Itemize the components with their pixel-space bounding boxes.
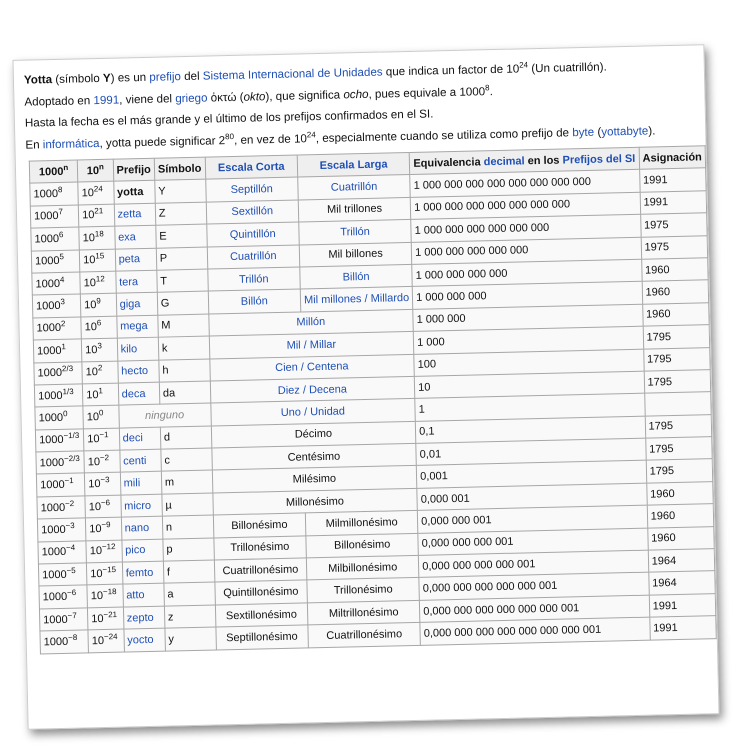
cell-ninguno: ninguno	[118, 403, 210, 427]
power-exponent: 1/3	[62, 386, 74, 396]
power-exponent: −18	[102, 587, 117, 597]
cell-symbol: µ	[162, 493, 213, 517]
cell-escala-merged: Milésimo	[212, 466, 417, 493]
cell-power-10	[86, 540, 122, 563]
cell-escala-merged: Millonésimo	[212, 488, 417, 515]
power-base: 1000	[33, 210, 59, 223]
cell-power-10	[84, 450, 120, 473]
cell-asignacion: 1795	[645, 414, 712, 438]
cell-power-1000	[37, 496, 86, 519]
power-exponent: 18	[94, 229, 104, 239]
cell-symbol: p	[163, 538, 214, 562]
cell-power-1000	[39, 608, 88, 631]
cell-power-10	[79, 249, 115, 272]
link-1991[interactable]: 1991	[93, 93, 120, 107]
cell-equivalencia: 1 000	[413, 326, 643, 354]
cell-equivalencia: 1 000 000 000 000 000 000 000	[410, 192, 640, 220]
link-prefijo[interactable]: prefijo	[149, 70, 182, 84]
power-base: 10	[85, 366, 99, 379]
text: 1000	[38, 165, 64, 179]
text: (Un cuatrillón).	[527, 60, 607, 76]
power-exponent: 2/3	[61, 364, 74, 374]
power-base: 10	[89, 545, 103, 558]
cell-symbol: M	[158, 314, 209, 338]
cell-asignacion: 1795	[643, 347, 710, 371]
cell-escala-merged[interactable]: Diez / Decena	[210, 376, 415, 403]
cell-escala-merged[interactable]: Cien / Centena	[209, 354, 414, 381]
term-yotta: Yotta	[23, 73, 53, 87]
power-base: 10	[90, 567, 103, 581]
cell-escala-larga[interactable]: Mil millones / Millardo	[300, 287, 413, 312]
cell-asignacion: 1795	[644, 370, 711, 394]
text: en los	[524, 154, 563, 168]
exponent: 24	[519, 60, 529, 70]
cell-escala-corta[interactable]: Quintillón	[206, 222, 299, 246]
link-yottabyte[interactable]: yottabyte	[601, 124, 649, 139]
cell-escala-corta[interactable]: Sextillón	[206, 200, 299, 224]
cell-power-10	[81, 316, 117, 339]
power-exponent: 1	[61, 341, 67, 352]
power-base: 1000	[36, 344, 62, 358]
prefix-table	[29, 145, 717, 654]
cell-prefix-link[interactable]: peta	[115, 248, 157, 271]
cell-power-1000	[38, 563, 87, 586]
cell-escala-merged[interactable]: Millón	[208, 309, 413, 336]
cell-escala-corta[interactable]: Billón	[208, 289, 301, 313]
text: Adoptado en	[24, 93, 94, 109]
power-exponent: 6	[58, 230, 64, 240]
cell-prefix-link[interactable]: pico	[121, 539, 163, 562]
cell-asignacion: 1991	[639, 168, 706, 192]
cell-prefix-link[interactable]: hecto	[117, 360, 159, 383]
power-base: 1000	[35, 277, 61, 291]
cell-prefix-link[interactable]: exa	[114, 225, 156, 248]
power-base: 1000	[39, 456, 65, 470]
cell-escala-merged[interactable]: Mil / Millar	[209, 332, 414, 359]
cell-prefix-link[interactable]: giga	[116, 293, 158, 316]
power-exponent: 2	[97, 363, 103, 373]
power-base: 10	[82, 209, 95, 222]
power-base: 10	[91, 612, 104, 625]
cell-prefix-link[interactable]: atto	[122, 584, 164, 607]
power-base: 1000	[41, 546, 67, 559]
cell-escala-merged: Centésimo	[211, 443, 416, 470]
link-informatica[interactable]: informática	[42, 136, 100, 151]
cell-symbol: f	[163, 560, 214, 584]
cell-asignacion: 1960	[642, 280, 709, 304]
text: del	[180, 69, 203, 84]
cell-prefix-link[interactable]: micro	[120, 494, 162, 517]
cell-asignacion: 1964	[648, 549, 715, 573]
cell-symbol: P	[156, 247, 207, 271]
power-base: 10	[83, 276, 97, 290]
power-exponent: −2/3	[63, 453, 80, 463]
power-exponent: −1	[99, 430, 109, 440]
power-exponent: 3	[97, 341, 102, 351]
cell-escala-corta: Sextillonésimo	[215, 603, 308, 627]
text: , yotta puede significar 2	[99, 133, 226, 150]
power-base: 1000	[40, 501, 66, 514]
link-byte[interactable]: byte	[572, 125, 595, 139]
power-exponent: 0	[62, 409, 68, 419]
cell-escala-corta[interactable]: Septillón	[205, 177, 298, 201]
link-griego[interactable]: griego	[175, 91, 208, 105]
power-base: 1000	[37, 367, 63, 380]
cell-equivalencia: 0,000 000 000 000 000 000 000 001	[420, 617, 650, 645]
cell-prefix-link[interactable]: femto	[122, 561, 164, 584]
cell-escala-larga[interactable]: Billón	[300, 264, 413, 289]
header-1000n	[29, 160, 78, 183]
cell-escala-larga: Cuatrillonésimo	[308, 623, 421, 648]
cell-symbol: Z	[155, 202, 206, 226]
cell-escala-merged[interactable]: Uno / Unidad	[210, 399, 415, 426]
cell-power-10	[80, 293, 116, 316]
cell-power-1000	[37, 518, 86, 541]
cell-equivalencia: 0,01	[416, 438, 646, 466]
cell-power-10	[84, 428, 120, 451]
exponent: 8	[484, 82, 490, 92]
exponent: 80	[224, 131, 235, 141]
power-base: 1000	[38, 411, 64, 425]
cell-asignacion: 1960	[647, 504, 714, 528]
power-base: 10	[91, 634, 105, 648]
power-exponent: 1	[98, 385, 103, 396]
cell-escala-larga: Milbillonésimo	[306, 555, 419, 580]
cell-equivalencia: 1 000 000 000 000 000	[411, 237, 641, 265]
exponent: n	[98, 161, 104, 172]
text: ).	[648, 123, 656, 138]
cell-asignacion: 1975	[640, 213, 707, 237]
cell-escala-larga: Mil billones	[299, 242, 412, 267]
cell-asignacion: 1991	[649, 593, 716, 617]
power-base: 10	[81, 187, 95, 200]
cell-symbol: z	[164, 605, 215, 629]
cell-prefix-link[interactable]: nano	[121, 516, 163, 539]
term-okto: okto	[243, 89, 266, 104]
cell-escala-larga: Trillonésimo	[307, 578, 420, 603]
cell-equivalencia: 1 000 000 000 000	[412, 259, 642, 287]
cell-power-1000	[31, 250, 80, 273]
text: que indica un factor de 10	[382, 62, 520, 79]
power-exponent: −1	[64, 476, 74, 486]
power-exponent: −2	[99, 452, 110, 463]
cell-power-10	[85, 495, 121, 518]
power-exponent: 4	[59, 274, 65, 284]
table-body	[30, 168, 716, 653]
cell-equivalencia: 0,000 000 000 000 000 001	[419, 573, 649, 601]
cell-escala-corta: Quintillonésimo	[214, 580, 307, 604]
text: En	[25, 137, 43, 152]
cell-power-1000	[32, 272, 81, 295]
power-base: 10	[88, 500, 102, 513]
cell-power-10	[81, 338, 117, 361]
cell-power-10	[85, 473, 121, 496]
link-decimal[interactable]: decimal	[483, 155, 525, 168]
power-base: 10	[86, 411, 100, 424]
cell-equivalencia: 1 000 000 000 000 000 000 000 000	[410, 170, 640, 198]
cell-power-1000	[38, 541, 87, 564]
power-exponent: −6	[100, 497, 111, 507]
cell-asignacion: 1960	[642, 302, 709, 326]
cell-power-1000	[36, 473, 85, 496]
power-exponent: 9	[96, 296, 101, 306]
text: , especialmente cuando se utiliza como prefijo de	[315, 125, 573, 145]
cell-power-1000	[35, 429, 84, 452]
cell-escala-larga: Miltrillonésimo	[307, 600, 420, 625]
power-base: 1000	[34, 255, 60, 268]
cell-symbol: n	[162, 515, 213, 539]
header-escala-larga[interactable]: Escala Larga	[297, 152, 410, 177]
power-base: 10	[84, 299, 97, 312]
power-exponent: −6	[66, 588, 77, 598]
power-exponent: 3	[60, 297, 66, 307]
text: , en vez de 10	[233, 131, 308, 147]
cell-symbol: Y	[155, 179, 206, 203]
text: ) es un	[110, 70, 150, 85]
power-exponent: −3	[65, 520, 75, 531]
power-base: 1000	[35, 299, 61, 313]
cell-symbol: c	[161, 448, 212, 472]
header-simbolo: Símbolo	[154, 157, 205, 181]
header-10n	[77, 159, 113, 182]
cell-prefix-link[interactable]: deca	[118, 382, 160, 405]
cell-power-10	[88, 629, 124, 652]
article-intro	[24, 58, 696, 159]
cell-power-1000	[34, 361, 83, 384]
cell-power-1000	[31, 227, 80, 250]
power-base: 10	[88, 478, 101, 491]
cell-power-10	[80, 271, 116, 294]
cell-asignacion: 1960	[647, 526, 714, 550]
cell-asignacion: 1964	[648, 571, 715, 595]
cell-power-1000	[30, 205, 79, 228]
exponent: 24	[306, 129, 316, 139]
power-exponent: 7	[58, 207, 63, 217]
text: (	[593, 125, 602, 139]
cell-symbol: E	[156, 224, 207, 248]
cell-symbol: y	[165, 627, 216, 651]
text: , pues equivale a 1000	[368, 84, 486, 101]
power-exponent: −8	[67, 632, 78, 643]
text: ὀκτώ (	[207, 90, 244, 105]
cell-asignacion: 1991	[640, 191, 707, 215]
exponent: n	[63, 162, 69, 172]
cell-asignacion: 1960	[641, 258, 708, 282]
cell-asignacion: 1991	[649, 616, 716, 640]
power-exponent: −7	[67, 610, 77, 620]
cell-asignacion: 1960	[646, 482, 713, 506]
power-base: 10	[86, 388, 99, 401]
cell-prefix-link[interactable]: tera	[115, 270, 157, 293]
power-exponent: −24	[103, 631, 118, 642]
power-exponent: 2	[60, 319, 66, 329]
cell-power-1000	[35, 406, 84, 429]
power-base: 1000	[37, 389, 63, 403]
cell-power-1000	[34, 384, 83, 407]
power-exponent: 6	[96, 318, 102, 328]
power-base: 1000	[34, 232, 60, 246]
power-base: 10	[87, 433, 100, 446]
cell-power-10	[78, 204, 114, 227]
power-exponent: −21	[103, 609, 118, 619]
cell-equivalencia: 0,1	[415, 416, 645, 444]
cell-asignacion: 1795	[643, 325, 710, 349]
power-base: 1000	[42, 590, 68, 604]
cell-power-1000	[36, 451, 85, 474]
cell-power-10	[83, 405, 119, 428]
cell-power-1000	[33, 317, 82, 340]
cell-symbol: m	[161, 470, 212, 494]
power-base: 10	[85, 343, 98, 357]
cell-power-10	[87, 584, 123, 607]
cell-prefix-link[interactable]: yocto	[124, 628, 166, 651]
power-base: 10	[89, 522, 102, 536]
cell-power-1000	[30, 182, 79, 205]
cell-equivalencia: 1 000 000 000	[412, 282, 642, 310]
power-exponent: −4	[65, 543, 76, 553]
cell-asignacion: 1795	[645, 437, 712, 461]
cell-escala-corta[interactable]: Cuatrillón	[207, 245, 300, 269]
cell-prefix-link[interactable]: centi	[119, 449, 161, 472]
cell-escala-larga: Mil trillones	[298, 197, 411, 222]
cell-prefix-link[interactable]: mili	[120, 472, 162, 495]
cell-escala-corta: Cuatrillonésimo	[214, 558, 307, 582]
cell-equivalencia: 1 000 000 000 000 000 000	[411, 214, 641, 242]
cell-symbol: T	[157, 269, 208, 293]
cell-prefix-link[interactable]: zetta	[114, 203, 156, 226]
cell-symbol: da	[159, 381, 210, 405]
cell-symbol: k	[158, 336, 209, 360]
power-exponent: 12	[95, 273, 105, 284]
cell-symbol: a	[164, 582, 215, 606]
power-exponent: −1/3	[63, 431, 80, 441]
intro-paragraph-3: Hasta la fecha es el más grande y el último de los prefijos confirmados en el SI.	[24, 107, 434, 130]
cell-power-1000	[33, 339, 82, 362]
power-base: 10	[82, 231, 96, 245]
text: .	[489, 84, 493, 98]
power-base: 10	[87, 455, 101, 469]
cell-equivalencia: 1	[415, 393, 645, 421]
header-asignacion: Asignación	[639, 146, 706, 170]
power-exponent: −15	[102, 564, 117, 575]
cell-power-10	[79, 226, 115, 249]
power-base: 1000	[43, 613, 68, 626]
text: 10	[86, 164, 100, 177]
cell-escala-larga[interactable]: Cuatrillón	[298, 175, 411, 200]
cell-prefix-link[interactable]: deci	[119, 427, 161, 450]
power-base: 1000	[42, 568, 67, 582]
cell-power-10	[82, 361, 118, 384]
power-exponent: 15	[95, 251, 105, 261]
power-base: 1000	[40, 479, 65, 492]
cell-escala-larga: Billonésimo	[306, 533, 419, 558]
cell-escala-corta: Trillonésimo	[213, 536, 306, 560]
cell-power-10	[87, 562, 123, 585]
link-sistema-internacional[interactable]: Sistema Internacional de Unidades	[202, 65, 383, 83]
cell-equivalencia: 0,000 000 000 000 001	[419, 550, 649, 578]
power-exponent: −3	[100, 475, 110, 485]
article-page	[12, 44, 719, 730]
cell-equivalencia: 0,000 000 000 000 000 000 001	[420, 595, 650, 623]
cell-power-10	[86, 517, 122, 540]
header-prefijo: Prefijo	[113, 158, 155, 181]
text: ), que significa	[265, 87, 344, 103]
cell-power-10	[78, 182, 114, 205]
cell-escala-corta[interactable]: Trillón	[207, 267, 300, 291]
cell-symbol: G	[157, 291, 208, 315]
cell-prefix-link[interactable]: kilo	[117, 337, 159, 360]
cell-escala-larga[interactable]: Trillón	[299, 220, 412, 245]
cell-power-10	[88, 607, 124, 630]
power-exponent: −5	[66, 565, 76, 575]
power-exponent: −12	[101, 542, 116, 552]
cell-prefix-link[interactable]: mega	[116, 315, 158, 338]
cell-escala-corta: Septillonésimo	[215, 625, 308, 649]
text: , viene del	[119, 91, 176, 107]
power-base: 1000	[43, 635, 69, 649]
power-exponent: 21	[94, 206, 104, 216]
cell-power-1000	[40, 630, 89, 653]
cell-escala-corta: Billonésimo	[213, 513, 306, 537]
power-base: 10	[84, 321, 98, 334]
power-exponent: 5	[59, 252, 65, 262]
cell-prefix-link[interactable]: zepto	[123, 606, 165, 629]
term-ocho: ocho	[343, 87, 369, 101]
cell-equivalencia: 100	[414, 349, 644, 377]
cell-prefix-link: yotta	[113, 181, 155, 204]
cell-symbol: d	[160, 426, 211, 450]
header-escala-corta[interactable]: Escala Corta	[205, 155, 298, 179]
power-base: 1000	[41, 523, 66, 537]
power-exponent: 0	[98, 408, 104, 418]
power-exponent: 8	[57, 185, 63, 195]
cell-escala-merged: Décimo	[211, 421, 416, 448]
cell-equivalencia: 0,000 001	[417, 483, 647, 511]
cell-equivalencia: 10	[414, 371, 644, 399]
power-base: 10	[90, 590, 104, 603]
text: Equivalencia	[413, 155, 484, 170]
power-base: 1000	[36, 322, 62, 335]
cell-asignacion	[644, 392, 711, 416]
cell-power-1000	[39, 585, 88, 608]
cell-asignacion: 1975	[641, 235, 708, 259]
power-base: 1000	[33, 188, 59, 201]
link-prefijos-si[interactable]: Prefijos del SI	[562, 152, 636, 167]
cell-equivalencia: 0,001	[416, 461, 646, 489]
symbol-y: Y	[102, 71, 111, 85]
power-exponent: 24	[93, 184, 103, 194]
cell-power-1000	[32, 294, 81, 317]
cell-power-10	[82, 383, 118, 406]
cell-escala-larga: Milmillonésimo	[305, 511, 418, 536]
text: (símbolo	[51, 71, 104, 87]
cell-equivalencia: 0,000 000 000 001	[418, 528, 648, 556]
power-exponent: −9	[101, 520, 111, 530]
power-exponent: −2	[64, 498, 75, 508]
cell-equivalencia: 1 000 000	[413, 304, 643, 332]
power-base: 1000	[39, 434, 64, 447]
cell-equivalencia: 0,000 000 001	[417, 505, 647, 533]
cell-symbol: h	[159, 359, 210, 383]
cell-asignacion: 1795	[646, 459, 713, 483]
power-base: 10	[83, 254, 96, 267]
